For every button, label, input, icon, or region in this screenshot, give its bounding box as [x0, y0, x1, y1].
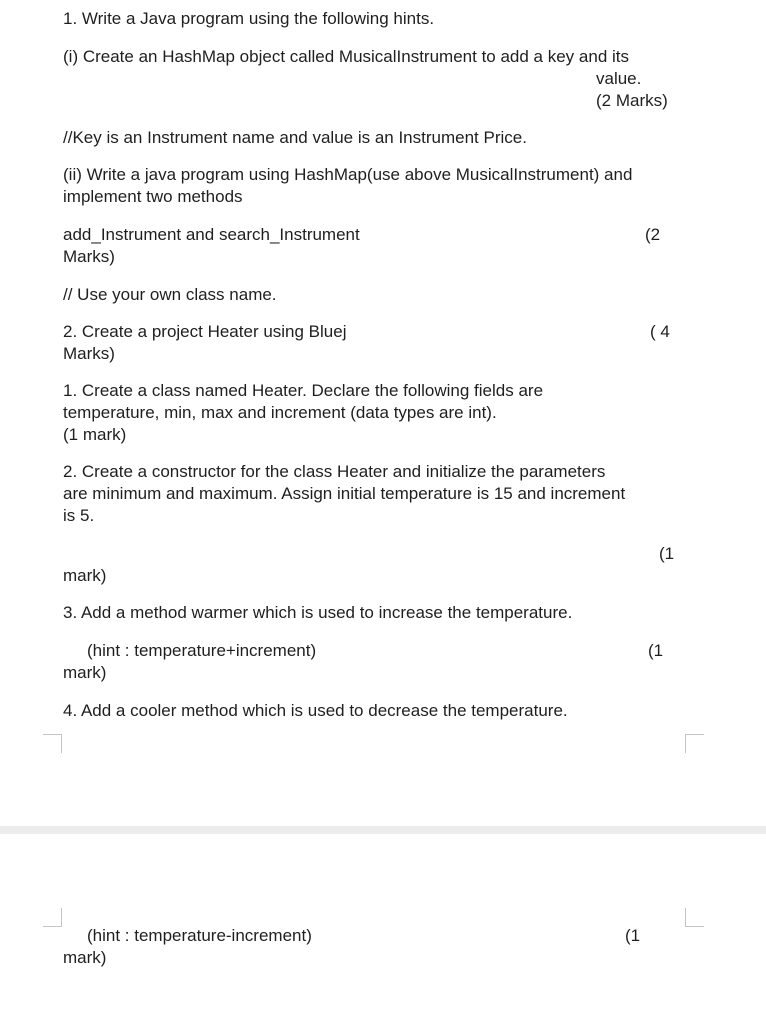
question-1-part-ii-text: (ii) Write a java program using HashMap(use above MusicalInstrument) and [63, 165, 633, 184]
step-3-marks-open: (1 [648, 641, 664, 660]
page-corner-mark-bottom-right [685, 908, 704, 927]
step-2-text-cont: are minimum and maximum. Assign initial temperature is 15 and increment [63, 484, 626, 503]
step-2-marks-close: mark) [63, 566, 107, 585]
step-4-marks-open: (1 [625, 926, 641, 945]
step-4-marks-close: mark) [63, 948, 107, 967]
step-1-marks: (1 mark) [63, 425, 127, 444]
methods-marks-open: (2 [645, 225, 661, 244]
page-corner-mark-bottom-left [43, 908, 62, 927]
step-3-marks-close: mark) [63, 663, 107, 682]
page-corner-mark-top-left [43, 734, 62, 753]
step-2-text: 2. Create a constructor for the class Heater and initialize the parameters [63, 462, 606, 481]
methods-line: add_Instrument and search_Instrument [63, 225, 360, 244]
step-2-marks-open: (1 [659, 544, 675, 563]
page-corner-mark-top-right [685, 734, 704, 753]
question-1-part-i-text: (i) Create an HashMap object called MusicalInstrument to add a key and its [63, 47, 629, 66]
question-1-heading: 1. Write a Java program using the following hints. [63, 9, 435, 28]
question-1-part-i-text-cont: value. [596, 69, 642, 88]
step-4-hint: (hint : temperature-increment) [87, 926, 312, 945]
step-1-text-cont: temperature, min, max and increment (data types are int). [63, 403, 497, 422]
page-break-gap [0, 826, 766, 834]
question-2-marks-open: ( 4 [650, 322, 670, 341]
step-3-hint: (hint : temperature+increment) [87, 641, 317, 660]
step-4-text: 4. Add a cooler method which is used to decrease the temperature. [63, 701, 568, 720]
class-name-comment: // Use your own class name. [63, 285, 277, 304]
question-1-part-i-marks: (2 Marks) [596, 91, 668, 110]
step-1-text: 1. Create a class named Heater. Declare the following fields are [63, 381, 544, 400]
question-2-marks-close: Marks) [63, 344, 115, 363]
methods-marks-close: Marks) [63, 247, 115, 266]
key-value-comment: //Key is an Instrument name and value is an Instrument Price. [63, 128, 527, 147]
question-1-part-ii-text-cont: implement two methods [63, 187, 243, 206]
step-2-text-end: is 5. [63, 506, 95, 525]
question-2-heading: 2. Create a project Heater using Bluej [63, 322, 347, 341]
step-3-text: 3. Add a method warmer which is used to increase the temperature. [63, 603, 573, 622]
